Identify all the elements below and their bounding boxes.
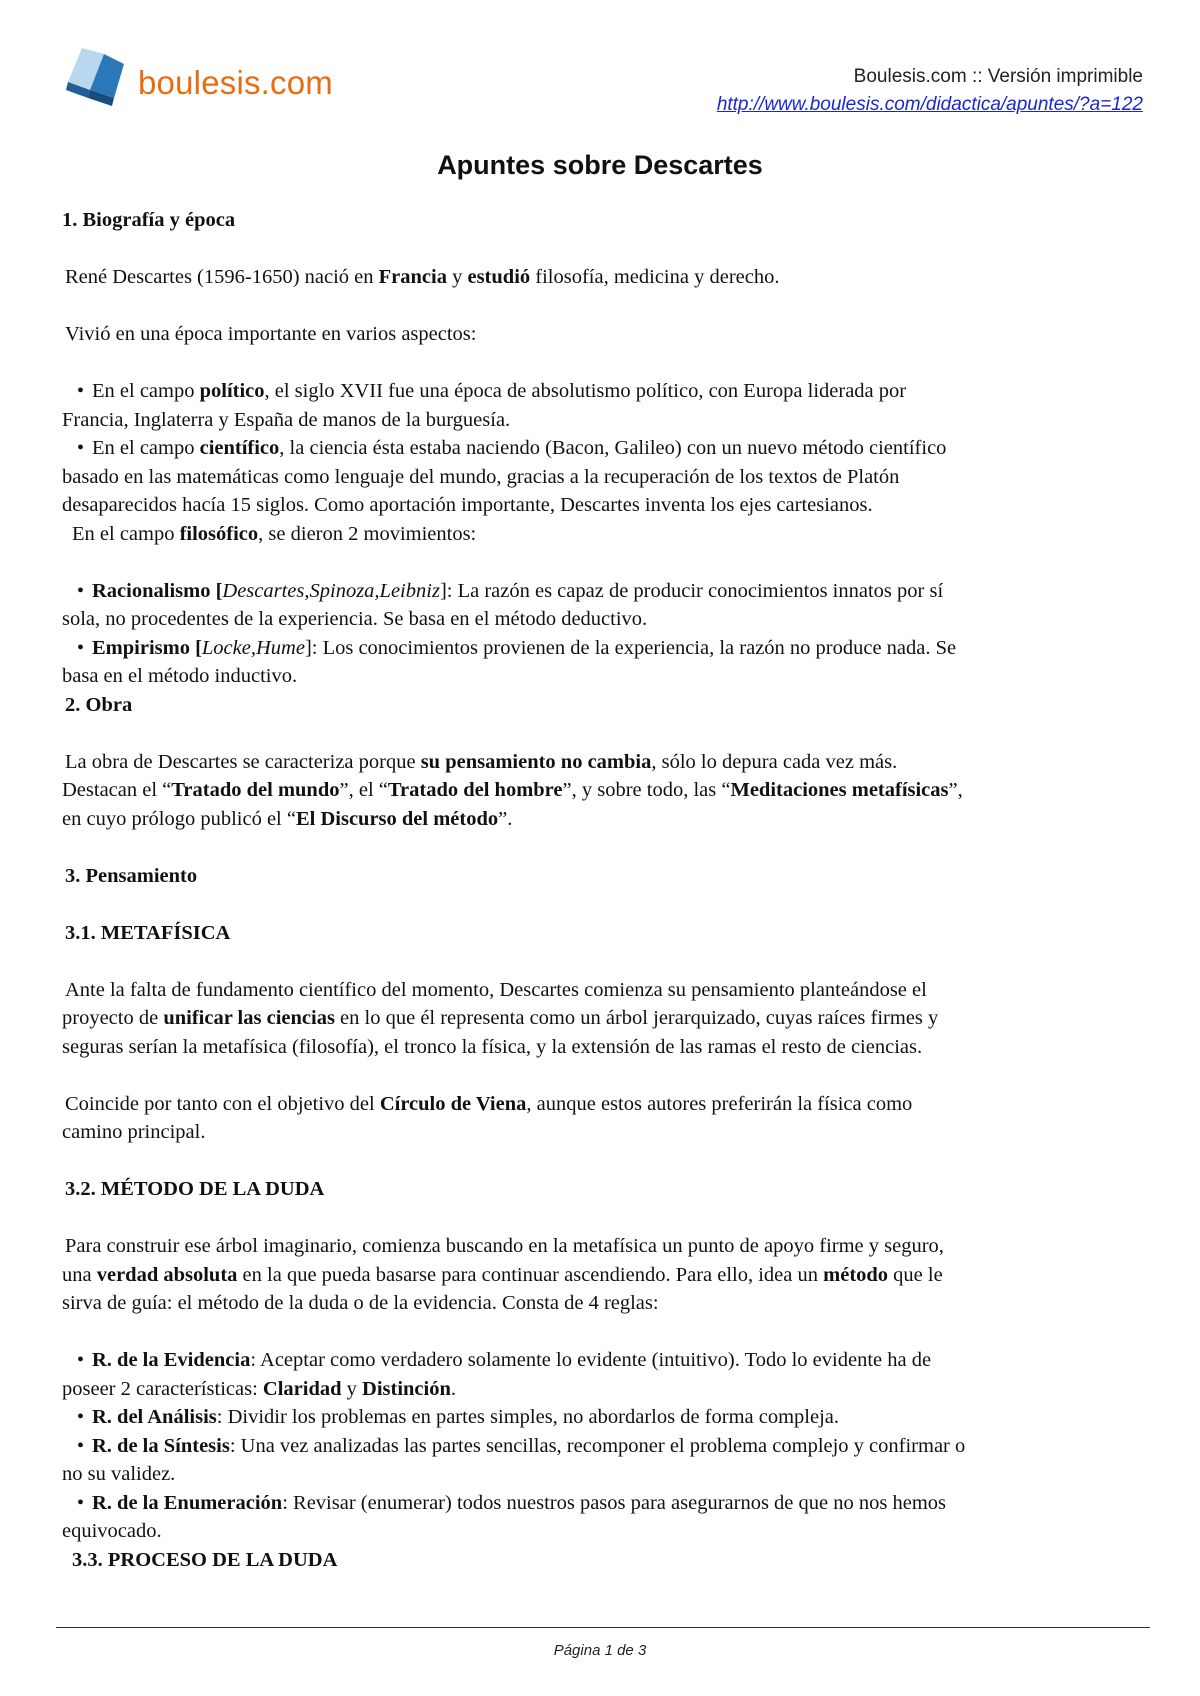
list-item: • En el campo científico, la ciencia ésta estaba naciendo (Bacon, Galileo) con un nuevo método científico (76, 437, 947, 459)
list-item-continuation: Francia, Inglaterra y España de manos de la burguesía. (62, 408, 511, 431)
list-item: • R. de la Evidencia: Aceptar como verdadero solamente lo evidente (intuitivo). Todo lo evidente ha de (76, 1349, 932, 1371)
source-url-link[interactable]: http://www.boulesis.com/didactica/apuntes/?a=122 (716, 94, 1143, 115)
paragraph-line: camino principal. (62, 1121, 206, 1143)
section-heading: 2. Obra (65, 693, 133, 716)
paragraph-line: sirva de guía: el método de la duda o de la evidencia. Consta de 4 reglas: (62, 1292, 659, 1314)
paragraph: René Descartes (1596-1650) nació en Francia y estudió filosofía, medicina y derecho. (65, 266, 780, 288)
paragraph: Coincide por tanto con el objetivo del Círculo de Viena, aunque estos autores preferirán la física como (65, 1092, 913, 1115)
subsection-heading: 3.1. METAFÍSICA (65, 921, 231, 944)
paragraph: Para construir ese árbol imaginario, comienza buscando en la metafísica un punto de apoyo firme y seguro, (65, 1235, 944, 1257)
list-item-continuation: poseer 2 características: Claridad y Distinción. (62, 1377, 456, 1400)
paragraph-line: seguras serían la metafísica (filosofía), el tronco la física, y la extensión de las ramas el resto de ciencias. (62, 1035, 923, 1058)
subsection-heading: 3.2. MÉTODO DE LA DUDA (65, 1178, 325, 1200)
list-item: • R. de la Síntesis: Una vez analizadas las partes sencillas, recomponer el problema complejo y confirmar o (76, 1434, 966, 1457)
paragraph: La obra de Descartes se caracteriza porque su pensamiento no cambia, sólo lo depura cada vez más. (65, 750, 898, 773)
paragraph: Ante la falta de fundamento científico del momento, Descartes comienza su pensamiento planteándose el (65, 978, 927, 1001)
paragraph-line: en cuyo prólogo publicó el “El Discurso del método”. (62, 807, 513, 830)
footer-divider (56, 1627, 1150, 1628)
subsection-heading: 3.3. PROCESO DE LA DUDA (72, 1548, 338, 1571)
list-item: • Empirismo [Locke,Hume]: Los conocimientos provienen de la experiencia, la razón no produce nada. Se (76, 636, 957, 659)
list-item-continuation: desaparecidos hacía 15 siglos. Como aportación importante, Descartes inventa los ejes cartesianos. (62, 494, 873, 516)
paragraph-line: proyecto de unificar las ciencias en lo que él representa como un árbol jerarquizado, cuyas raíces firmes y (62, 1007, 939, 1029)
section-heading: 1. Biografía y época (62, 209, 236, 231)
site-version-label: Boulesis.com :: Versión imprimible (853, 66, 1143, 87)
section-heading: 3. Pensamiento (65, 864, 198, 887)
boulesis-logo[interactable] (64, 44, 364, 124)
page-title: Apuntes sobre Descartes (437, 150, 763, 180)
list-item: • En el campo político, el siglo XVII fue una época de absolutismo político, con Europa liderada por (76, 380, 907, 402)
list-item-continuation: equivocado. (62, 1520, 162, 1542)
list-item-continuation: basa en el método inductivo. (62, 665, 298, 687)
paragraph-line: una verdad absoluta en la que pueda basarse para continuar ascendiendo. Para ello, idea un método que le (62, 1263, 943, 1286)
paragraph-line: Destacan el “Tratado del mundo”, el “Tratado del hombre”, y sobre todo, las “Meditaciones metafísicas”, (62, 779, 963, 801)
document-body (62, 206, 1142, 1574)
list-item-continuation: sola, no procedentes de la experiencia. Se basa en el método deductivo. (62, 608, 648, 630)
logo-book-icon (64, 44, 134, 114)
list-item: • Racionalismo [Descartes,Spinoza,Leibniz]: La razón es capaz de producir conocimientos innatos por sí (76, 579, 944, 602)
list-item: • R. del Análisis: Dividir los problemas en partes simples, no abordarlos de forma compleja. (76, 1406, 839, 1428)
paragraph: Vivió en una época importante en varios aspectos: (65, 323, 477, 345)
paragraph: En el campo filosófico, se dieron 2 movimientos: (72, 522, 477, 545)
page-number: Página 1 de 3 (553, 1642, 647, 1659)
print-header (717, 66, 1143, 116)
list-item: • R. de la Enumeración: Revisar (enumerar) todos nuestros pasos para asegurarnos de que no nos hemos (76, 1491, 947, 1514)
list-item-continuation: basado en las matemáticas como lenguaje del mundo, gracias a la recuperación de los textos de Platón (62, 465, 900, 488)
list-item-continuation: no su validez. (62, 1463, 176, 1485)
logo-wordmark: boulesis.com (138, 64, 333, 101)
